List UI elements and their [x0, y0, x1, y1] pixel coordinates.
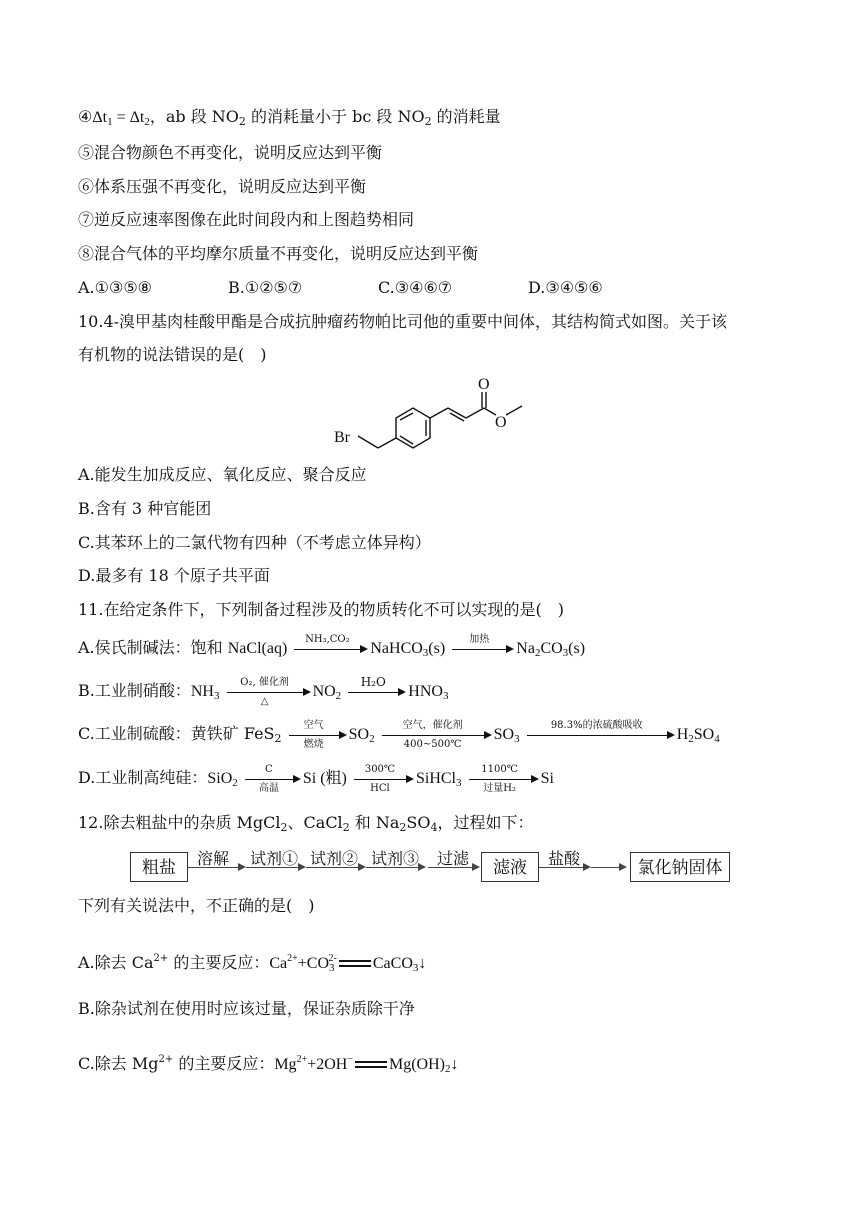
flow-step-hcl: 盐酸: [547, 849, 580, 868]
flow-box-crude-salt: 粗盐: [130, 852, 188, 882]
reaction-arrow: 空气，催化剂 400~500℃: [382, 720, 492, 750]
q9-options: [78, 277, 603, 299]
q9-item-4: $④\Delta t_1 = \Delta t_2$，ab 段 $NO_2$ 的消耗量小于 bc 段 $NO_2$ 的消耗量: [78, 107, 501, 128]
q11-stem: 11.在给定条件下，下列制备过程涉及的物质转化不可以实现的是( ): [78, 600, 564, 619]
q11-option-b[interactable]: B.工业制硝酸：$NH_3$ O₂, 催化剂 △ $NO_2$ H₂O $HNO_3$: [78, 674, 449, 707]
flow-box-nacl-solid: 氯化钠固体: [630, 852, 730, 882]
q12-option-b[interactable]: B.除杂试剂在使用时应该过量，保证杂质除干净: [78, 999, 415, 1018]
q11-option-d[interactable]: D.工业制高纯硅：SiO$_2$ C 高温 Si (粗) 300℃ HCl SiHCl$_3$ 1100℃ 过量H₂ Si: [78, 763, 554, 794]
equals-sign: [355, 1061, 387, 1068]
bromine-label: Br: [334, 429, 350, 446]
q9-option-c[interactable]: C.③④⑥⑦: [378, 278, 453, 297]
q12-option-c[interactable]: C.除去 $Mg^{2+}$ 的主要反应：$Mg^{2+}+2OH^-$ $Mg(OH)_2↓$: [78, 1054, 459, 1075]
reaction-arrow: 98.3%的浓硫酸吸收: [527, 720, 675, 750]
reaction-arrow: C 高温: [245, 764, 301, 794]
reaction-arrow: O₂, 催化剂 △: [227, 677, 311, 707]
q10-option-a[interactable]: A.能发生加成反应、氧化反应、聚合反应: [78, 465, 367, 484]
q10-option-b[interactable]: B.含有 3 种官能团: [78, 499, 212, 518]
reaction-arrow: 1100℃ 过量H₂: [469, 764, 539, 794]
q9-option-a[interactable]: A.①③⑤⑧: [78, 278, 153, 297]
reaction-arrow: 加热: [452, 634, 514, 664]
q9-item-8: ⑧混合气体的平均摩尔质量不再变化，说明反应达到平衡: [78, 244, 479, 263]
q9-item-6: ⑥体系压强不再变化，说明反应达到平衡: [78, 177, 367, 196]
reaction-arrow: 空气 燃烧: [289, 720, 347, 750]
flow-step-filter: 过滤: [436, 849, 469, 868]
q12-option-a[interactable]: A.除去 $Ca^{2+}$ 的主要反应：$Ca^{2+}+CO_3^{2-}$ CaCO$_3$↓: [78, 953, 427, 974]
flow-step-reagent-1: 试剂①: [249, 849, 298, 868]
q9-item-5: ⑤混合物颜色不再变化，说明反应达到平衡: [78, 143, 383, 162]
carbonyl-oxygen-label: O: [478, 376, 490, 393]
q9-item-7: ⑦逆反应速率图像在此时间段内和上图趋势相同: [78, 210, 415, 229]
q10-stem-line2: 有机物的说法错误的是( ): [78, 345, 267, 364]
ester-oxygen-label: O: [495, 414, 507, 431]
q10-stem-line1: 10.4-溴甲基肉桂酸甲酯是合成抗肿瘤药物帕比司他的重要中间体，其结构简式如图。关于该: [78, 312, 728, 331]
q9-option-d[interactable]: D.③④⑤⑥: [528, 278, 603, 297]
q10-option-d[interactable]: D.最多有 18 个原子共平面: [78, 566, 270, 585]
q10-option-c[interactable]: C.其苯环上的二氯代物有四种（不考虑立体异构）: [78, 533, 431, 552]
reaction-arrow: H₂O: [348, 677, 406, 707]
equals-sign: [339, 960, 371, 967]
q9-option-b[interactable]: B.①②⑤⑦: [228, 278, 303, 297]
q11-option-c[interactable]: C.工业制硫酸：黄铁矿 FeS$_2$ 空气 燃烧 $SO_2$ 空气，催化剂 400~500℃ $SO_3$ 98.3%的浓硫酸吸收 $H_2SO_4$: [78, 719, 720, 750]
structure-formula: [330, 372, 530, 454]
q11-option-a[interactable]: A.侯氏制碱法：饱和 NaCl(aq) NH₃,CO₂ NaHCO$_3$(s) 加热 $Na_2CO_3(s)$: [78, 633, 585, 663]
flow-step-dissolve: 溶解: [196, 849, 229, 868]
flow-step-reagent-3: 试剂③: [370, 849, 419, 868]
reaction-arrow: 300℃ HCl: [354, 764, 414, 794]
flow-step-reagent-2: 试剂②: [309, 849, 358, 868]
q12-stem: 12.除去粗盐中的杂质 MgCl$_2$、CaCl$_2$ 和 $Na_2SO_4$，过程如下：: [78, 813, 534, 834]
q12-question: 下列有关说法中，不正确的是( ): [78, 896, 315, 915]
reaction-arrow: NH₃,CO₂: [294, 634, 368, 664]
flow-box-filtrate: 滤液: [481, 852, 539, 882]
